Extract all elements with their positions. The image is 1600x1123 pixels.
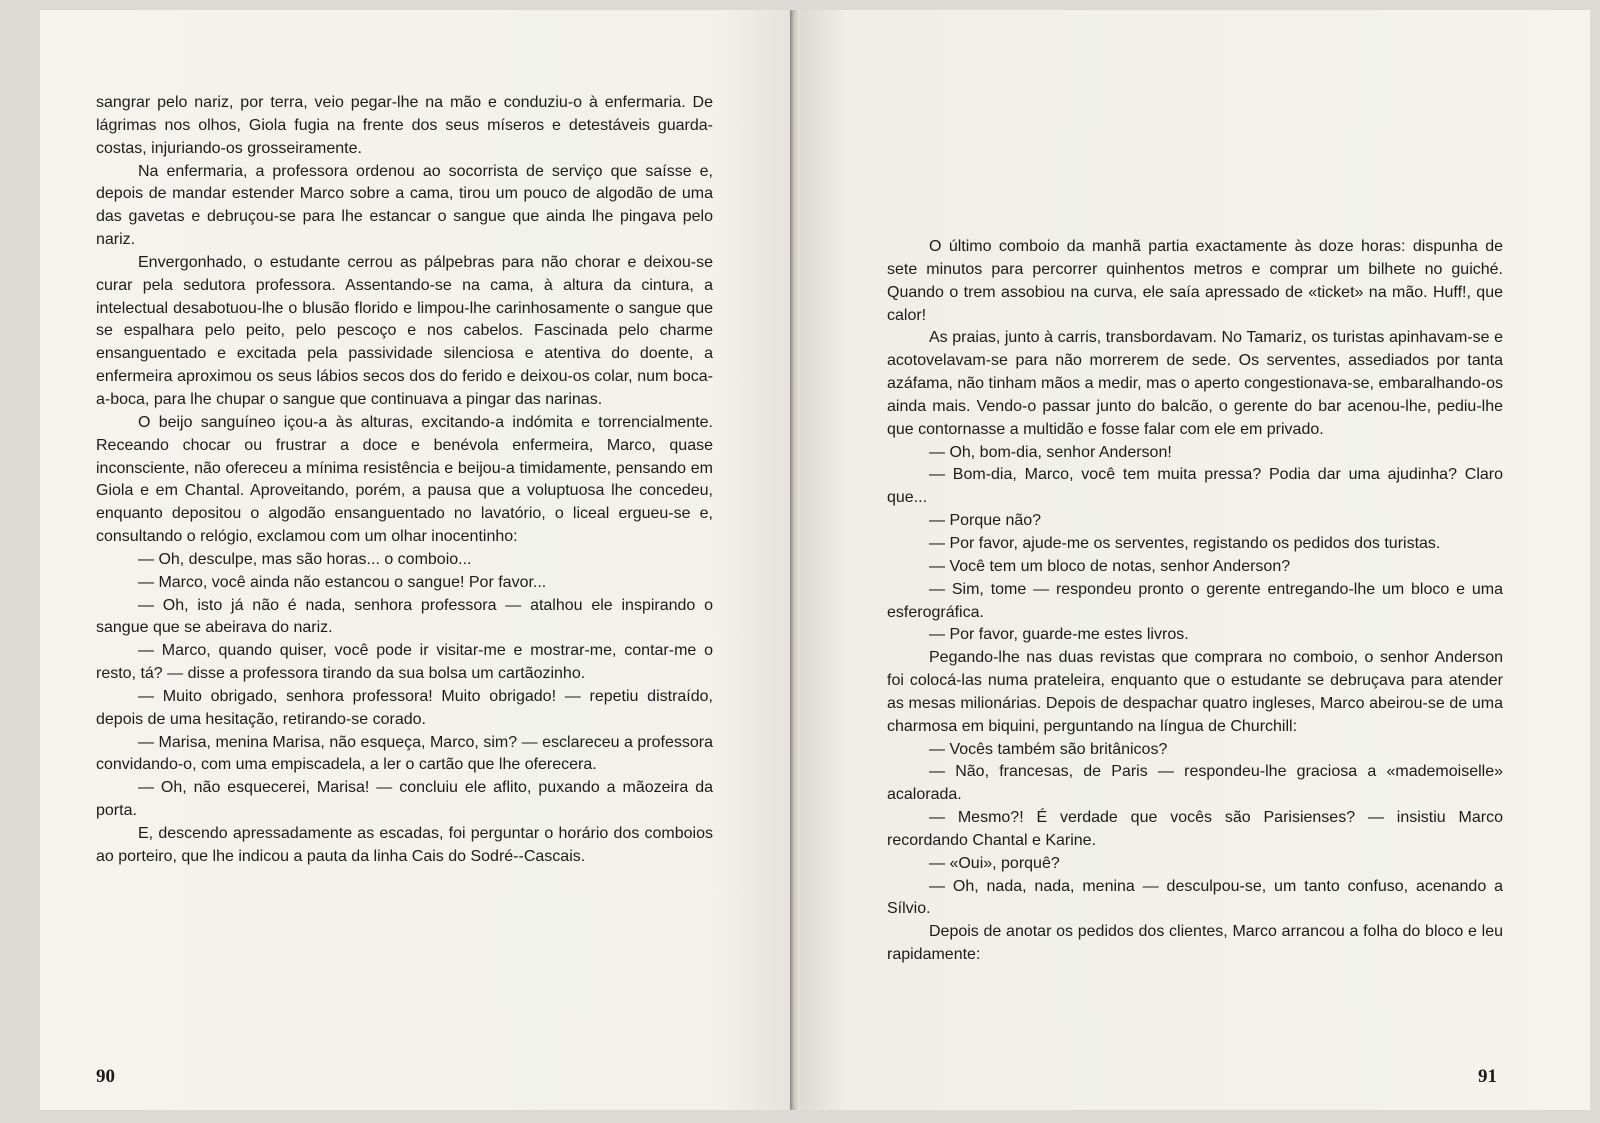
page-number-right: 91 (1478, 1066, 1497, 1087)
dialogue-line: — Oh, bom-dia, senhor Anderson! (929, 443, 1172, 461)
dialogue-line: — Oh, isto já não é nada, senhora professora — atalhou ele inspirando o sangue que se abeirava do nariz. (96, 596, 713, 637)
left-page-text (96, 92, 713, 869)
dialogue-line: — Oh, desculpe, mas são horas... o comboio... (138, 550, 472, 568)
book-gutter (790, 10, 800, 1110)
paragraph: E, descendo apressadamente as escadas, foi perguntar o horário dos comboios ao porteiro, que lhe indicou a pauta da linha Cais do Sodré--Cascais. (96, 825, 713, 865)
dialogue-line: — Marco, quando quiser, você pode ir visitar-me e mostrar-me, contar-me o resto, tá? — disse a professora tirando da sua bolsa um cartãozinho. (96, 642, 713, 683)
paragraph: Pegando-lhe nas duas revistas que comprara no comboio, o senhor Anderson foi colocá-las numa prateleira, enquanto que o estudante se debruçava para atender as mesas milionárias. Depois de despachar quatro ingleses, Marco abeirou-se de uma charmosa em biquini, perguntando na língua de Churchill: (887, 649, 1503, 735)
dialogue-line: — Não, francesas, de Paris — respondeu-lhe graciosa a «mademoiselle» acalorada. (887, 763, 1503, 804)
dialogue-line: — Marco, você ainda não estancou o sangue! Por favor... (138, 573, 547, 591)
dialogue-line: — Marisa, menina Marisa, não esqueça, Marco, sim? — esclareceu a professora convidando-o, com uma empiscadela, a ler o cartão que lhe oferecera. (96, 733, 713, 774)
page-number-left: 90 (96, 1066, 115, 1087)
dialogue-line: — Sim, tome — respondeu pronto o gerente entregando-lhe um bloco e uma esferográfica. (887, 580, 1503, 621)
right-page-text (887, 236, 1503, 967)
dialogue-line: — Mesmo?! É verdade que vocês são Parisienses? — insistiu Marco recordando Chantal e Karine. (887, 809, 1503, 849)
paragraph: Envergonhado, o estudante cerrou as pálpebras para não chorar e deixou-se curar pela sedutora professora. Assentando-se na cama, à altura da cintura, a intelectual desabotuou-lhe o blusão florido e limpou-lhe carinhosamente o sangue que se espalhara pelo peito, pelo pescoço e nos cabelos. Fascinada pelo charme ensanguentado e excitada pela passividade silenciosa e atentiva do doente, a enfermeira aproximou os seus lábios secos dos do ferido e deixou-os colar, num boca-a-boca, para lhe chupar o sangue que continuava a pingar das narinas. (96, 253, 713, 408)
paragraph: O beijo sanguíneo içou-a às alturas, excitando-a indómita e torrencialmente. Receando chocar ou frustrar a doce e benévola enfermeira, Marco, quase inconsciente, não ofereceu a mínima resistência e beijou-a timidamente, pensando em Giola e em Chantal. Aproveitando, porém, a pausa que a voluptuosa lhe concedeu, enquanto depositou o algodão ensanguentado no lavatório, o liceal ergueu-se e, consultando o relógio, exclamou com um olhar inocentinho: (96, 413, 713, 546)
dialogue-line: — Bom-dia, Marco, você tem muita pressa? Podia dar uma ajudinha? Claro que... (887, 466, 1503, 507)
dialogue-line: — «Oui», porquê? (929, 854, 1060, 872)
dialogue-line: — Vocês também são britânicos? (929, 740, 1168, 758)
paragraph: sangrar pelo nariz, por terra, veio pegar-lhe na mão e conduziu-o à enfermaria. De lágrimas nos olhos, Giola fugia na frente dos seus míseros e detestáveis guarda-costas, injuriando-os grosseiramente. (96, 94, 713, 157)
paragraph: O último comboio da manhã partia exactamente às doze horas: dispunha de sete minutos para percorrer quinhentos metros e comprar um bilhete no guiché. Quando o trem assobiou na curva, ele saía apressado de «ticket» na mão. Huff!, que calor! (887, 238, 1503, 324)
dialogue-line: — Oh, não esquecerei, Marisa! — concluiu ele aflito, puxando a mãozeira da porta. (96, 779, 713, 820)
dialogue-line: — Muito obrigado, senhora professora! Muito obrigado! — repetiu distraído, depois de uma hesitação, retirando-se corado. (96, 687, 713, 728)
dialogue-line: — Por favor, ajude-me os serventes, registando os pedidos dos turistas. (929, 534, 1441, 552)
dialogue-line: — Você tem um bloco de notas, senhor Anderson? (929, 557, 1291, 575)
dialogue-line: — Oh, nada, nada, menina — desculpou-se, um tanto confuso, acenando a Sílvio. (887, 877, 1503, 918)
paragraph: Depois de anotar os pedidos dos clientes, Marco arrancou a folha do bloco e leu rapidamente: (887, 923, 1503, 964)
dialogue-line: — Por favor, guarde-me estes livros. (929, 626, 1189, 644)
paragraph: As praias, junto à carris, transbordavam. No Tamariz, os turistas apinhavam-se e acotovelavam-se para não morrerem de sede. Os serventes, assediados por tanta azáfama, não tinham mãos a medir, mas o aperto congestionava-se, embaralhando-os ainda mais. Vendo-o passar junto do balcão, o gerente do bar acenou-lhe, pediu-lhe que contornasse a multidão e fosse falar com ele em privado. (887, 329, 1503, 438)
dialogue-line: — Porque não? (929, 512, 1042, 530)
paragraph: Na enfermaria, a professora ordenou ao socorrista de serviço que saísse e, depois de mandar estender Marco sobre a cama, tirou um pouco de algodão de uma das gavetas e debruçou-se para lhe estancar o sangue que ainda lhe pingava pelo nariz. (96, 162, 713, 249)
